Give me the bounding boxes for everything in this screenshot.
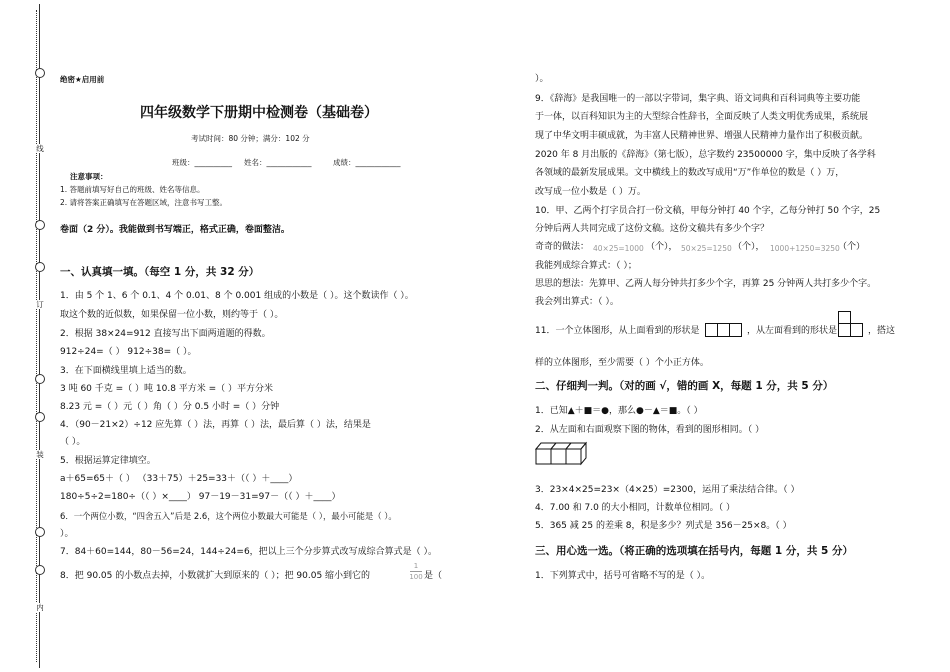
binding-circle-mark (35, 68, 45, 78)
question-line: 6．一个两位小数，“四舍五入”后是 2.6，这个两位小数最大可能是（ ），最小可能是（ ）。 (60, 511, 397, 521)
question-line: 8．把 90.05 的小数点去掉，小数就扩大到原来的（ ）；把 90.05 缩小到它的 (60, 571, 371, 581)
name-field: 姓名：____________ (244, 158, 312, 167)
judge-item: 3．23×4×25=23×（4×25）=2300，运用了乘法结合律。（ ） (535, 485, 800, 495)
question-line: 取这个数的近似数，如果保留一位小数，则约等于（ ）。 (60, 310, 284, 320)
fraction-numerator: 1 (413, 562, 419, 570)
question-line: 7．84＋60=144，80－56=24，144÷24=6，把以上三个分步算式改写成综合算式是（ ）。 (60, 547, 438, 557)
fraction-denominator: 100 (409, 573, 423, 581)
question-line: 是（ (424, 571, 443, 581)
question-line: 我能列成综合算式：（ ）； (535, 261, 637, 271)
view-square (730, 324, 742, 337)
class-field: 班级：__________ (172, 158, 232, 167)
question-line: a＋65=65＋（ ） （33＋75）＋25=33＋（（ ）＋____） (60, 474, 298, 484)
q10-unit: （个） (838, 242, 866, 252)
question-line: 4．（90－21×2）÷12 应先算（ ）法，再算（ ）法，最后算（ ）法，结果是 (60, 420, 371, 430)
judge-item: 4．7.00 和 7.0 的大小相同，计数单位相同。（ ） (535, 503, 736, 513)
choose-item: 1．下列算式中，括号可省略不写的是（ ）。 (535, 571, 711, 581)
question-line: 2020 年 8 月出版的《辞海》（第七版），总字数约 23500000 字，集中反映了各学科 (535, 150, 876, 160)
score-field: 成绩：____________ (333, 158, 401, 167)
section2-title: 二、仔细判一判。（对的画 √，错的画 X，每题 1 分，共 5 分） (535, 380, 834, 392)
binding-dots (36, 10, 37, 662)
fraction-bar (410, 571, 422, 572)
view-square (706, 324, 718, 337)
question-line: （ ）。 (60, 437, 86, 447)
q10-calc: 1000+1250=3250 (770, 244, 840, 253)
cube-front (566, 449, 581, 464)
section3-title: 三、用心选一选。（将正确的选项填在括号内，每题 1 分，共 5 分） (535, 545, 853, 557)
question-line: 于一体，以百科知识为主的大型综合性辞书，全面反映了人类文明优秀成果，系统展 (535, 112, 869, 122)
q10-unit: （个）， (733, 242, 765, 252)
q10-calc: 50×25=1250 (681, 244, 732, 253)
question-line: 样的立体图形，至少需要（ ）个小正方体。 (535, 358, 709, 368)
cube-front (551, 449, 566, 464)
question-line: 1．由 5 个 1、6 个 0.1、4 个 0.01、8 个 0.001 组成的小数是（ ）。这个数读作（ ）。 (60, 291, 414, 301)
question-line: 思思的想法：先算甲、乙两人每分钟共打多少个字，再算 25 分钟两人共打多少个字。 (535, 279, 877, 289)
binding-circle-mark (35, 374, 45, 384)
notice-item: 2. 请将答案正确填写在答题区域，注意书写工整。 (60, 198, 228, 207)
cubes-figure (535, 440, 593, 468)
question-line: 912÷24=（ ） 912÷38=（ ）。 (60, 347, 197, 357)
question-line: 9．《辞海》是我国唯一的一部以字带词，集字典、语文词典和百科词典等主要功能 (535, 94, 861, 104)
question-line: 5．根据运算定律填空。 (60, 456, 156, 466)
question-line: 3 吨 60 千克 =（ ）吨 10.8 平方米 =（ ）平方分米 (60, 384, 274, 394)
question-line: 分钟后两人共同完成了这份文稿。这份文稿共有多少个字？ (535, 224, 770, 234)
cube-front (536, 449, 551, 464)
exam-info: 考试时间：80 分钟；满分：102 分 (191, 134, 310, 143)
judge-item: 2．从左面和右面观察下图的物体，看到的图形相同。（ ） (535, 425, 765, 435)
section1-title: 一、认真填一填。（每空 1 分，共 32 分） (60, 266, 260, 278)
view-square (718, 324, 730, 337)
question-line: 180÷5÷2=180÷（（ ）×____） 97－19－31=97－（（ ）＋____） (60, 492, 341, 502)
binding-label-xian: 线 (34, 144, 46, 153)
binding-label-ding: 订 (34, 300, 46, 309)
question-line: 8.23 元 =（ ）元（ ）角（ ）分 0.5 小时 =（ ）分钟 (60, 402, 280, 412)
binding-label-zhuang: 装 (34, 450, 46, 459)
question-line: 改写成一位小数是（ ）万。 (535, 187, 646, 197)
binding-circle-mark (35, 220, 45, 230)
question-line: ）。 (535, 74, 549, 84)
q10-method-label: 奇奇的做法： (535, 242, 590, 252)
binding-circle-mark (35, 565, 45, 575)
q10-unit: （个）， (646, 242, 678, 252)
question-line: 各领域的最新发展成果。文中横线上的数改写成用“万”作单位的数是（ ）万， (535, 168, 845, 178)
binding-label-nei: 内 (34, 603, 46, 612)
notice-title: 注意事项： (70, 172, 108, 181)
q10-calc: 40×25=1000 (593, 244, 644, 253)
secret-label: 绝密★启用前 (60, 75, 105, 84)
judge-item: 5．365 减 25 的差乘 8，积是多少？列式是 356－25×8。（ ） (535, 521, 792, 531)
view-square (839, 312, 851, 324)
question-line: 2．根据 38×24=912 直接写出下面两道题的得数。 (60, 329, 271, 339)
binding-circle-mark (35, 412, 45, 422)
top-view-figure (705, 321, 745, 339)
question-line: ）。 (60, 529, 74, 539)
judge-item: 1．已知▲＋■＝●，那么●－▲＝■。（ ） (535, 406, 703, 416)
question-line: 现了中华文明丰硕成就，为丰富人民精神世界、增强人民精神力量作出了积极贡献。 (535, 131, 869, 141)
view-square (839, 324, 851, 337)
question-line: 我会列出算式：（ ）。 (535, 297, 619, 307)
binding-circle-mark (35, 262, 45, 272)
left-view-figure (838, 311, 866, 339)
question-line: 3．在下面横线里填上适当的数。 (60, 366, 192, 376)
question-line: 11．一个立体图形，从上面看到的形状是 (535, 326, 700, 336)
view-square (851, 324, 863, 337)
binding-circle-mark (35, 527, 45, 537)
question-line: 10．甲、乙两个打字员合打一份文稿，甲每分钟打 40 个字，乙每分钟打 50 个字，25 (535, 206, 881, 216)
neatness-line: 卷面（2 分）。我能做到书写端正，格式正确，卷面整洁。 (60, 225, 290, 235)
question-line: ，搭这 (868, 326, 896, 336)
page-title: 四年级数学下册期中检测卷（基础卷） (140, 105, 378, 121)
notice-item: 1. 答题前填写好自己的班级、姓名等信息。 (60, 185, 205, 194)
question-line: ，从左面看到的形状是 (747, 326, 838, 336)
